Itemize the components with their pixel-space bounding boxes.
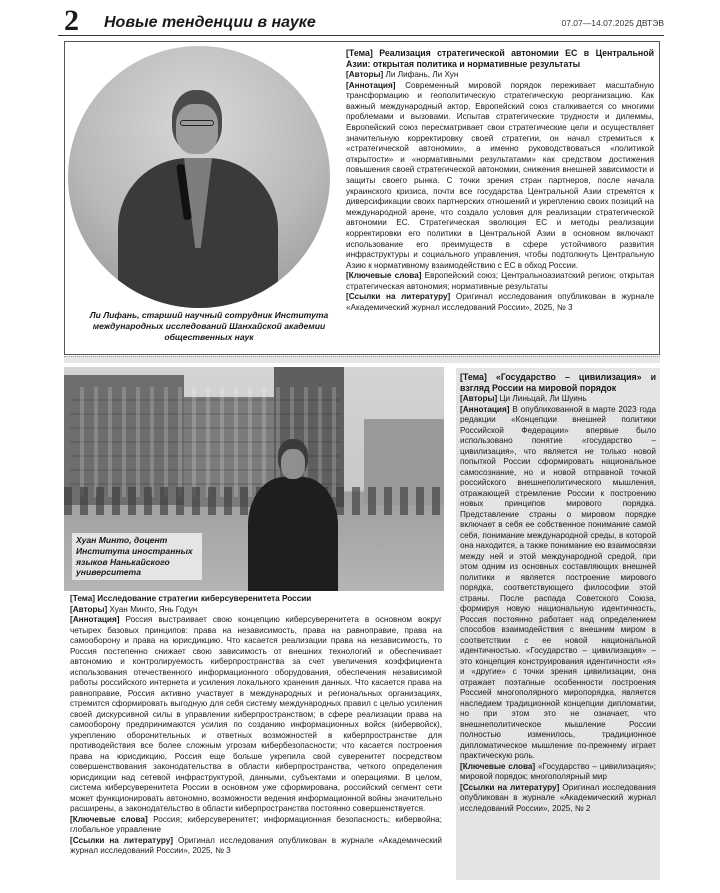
article2-text — [70, 594, 442, 857]
article2-authors-line — [70, 605, 442, 616]
article2-refs-label: [Ссылки на литературу] — [70, 835, 173, 845]
article3-refs: Оригинал исследования опубликован в журнале «Академический журнал исследований России», 2025, № 2 — [460, 782, 656, 813]
article1-text — [346, 48, 654, 314]
article2-authors-label: [Авторы] — [70, 604, 108, 614]
article3-keywords-line — [460, 762, 656, 783]
article2-annotation-block — [70, 615, 442, 815]
article2-photo-caption: Хуан Минто, доцент Института иностранных языков Нанькайского университета — [72, 533, 202, 580]
article1-refs-label: [Ссылки на литературу] — [346, 292, 451, 302]
article3-keywords: «Государство – цивилизация»; мировой порядок; многополярный мир — [460, 761, 657, 781]
article3-refs-line — [460, 783, 656, 815]
article1-title: Реализация стратегической автономии ЕС в Центральной Азии: открытая политика и нормативные результаты — [346, 48, 654, 69]
article1-annotation-block — [346, 81, 654, 272]
article1-refs-line — [346, 292, 654, 313]
article2-authors: Хуан Минто, Янь Годун — [109, 604, 198, 614]
article3-annotation-label: [Аннотация] — [460, 404, 510, 414]
article2-refs-line — [70, 836, 442, 857]
article2-annotation: Россия выстраивает свою концепцию киберсуверенитета в основном вокруг четырех базовых принципов: права на независимость, права на равноправие, права на самооборону и права на юрисдикцию. Что касается реализации права на независимость, то Россия постепенно снижает свою зависимость от внешних технологий и обеспечивает автономию и контролируемость киберпространства за счет увеличения коэффициента использования отечественного информационного оборудования, обеспечения независимой работы российского интернета и усиления локального хранения данных. Что касается права на равноправие, Россия активно участвует в международных и региональных организациях, стремится сформировать выгодную для себя систему международных правил с целью усиления своей дискурсивной силы в управлении киберпространством; в сфере реализации права на самооборону предпринимаются усилия по созданию информационных войск (кибервойск), укреплению оборонительных и ответных возможностей в киберпространстве для противодействия все более сложным угрозам кибербезопасности; что касается построения права на юрисдикцию, Россия еще больше укрепила свой суверенитет посредством совершенствования законодательства в области киберпространства, четкого определения юрисдикции над сетевой инфраструктурой, данными, субъектами и операциями. В целом, система киберсуверенитета России в основном уже сформирована, российский сегмент сети может функционировать автономно, возможности ведения информационной войны значительно расширены, а законодательство в области киберпространства постоянно совершенствуется. — [70, 615, 442, 813]
article1-keywords-line — [346, 271, 654, 292]
article3-authors-line — [460, 394, 656, 405]
article3-annotation: В опубликованной в марте 2023 года редакции «Концепции внешней политики Российской Федерации» впервые было использовано понятие «государство – цивилизация», что является не только новой попыткой России сформировать национальное самосознание, но и новой отправной точкой российского внешнеполитического мышления, отражающей стремление России к построению новых принципов мирового порядка. Представление страны о мировом порядке включает в себя ее собственное понимание самой себя, понимание международной среды, в которой она находится, а также понимание ею взаимосвязи между ней и этой международной средой, при этом одним из основных составляющих внешней политики и является построение мирового порядка, соответствующего философии этой страны. После распада Советского Союза, формируя новую национальную идентичность, Россия постоянно работает над определением способов взаимодействия с внешним миром в соответствии с ее новой национальной идентичностью. «Государство – цивилизация» – это концепция конструирования идентичности «я» и «другие» с точки зрения цивилизации, она отражает поэтапные особенности построения Россией многополярного миропорядка, является наследием традиционной концепции дипломатии, но при этом это не означает, что внешнеполитическое мышление России полностью изменилось, традиционное дипломатическое мышление по-прежнему играет практическую роль. — [460, 404, 657, 760]
article2-keywords: Россия; киберсуверенитет; информационная безопасность; кибервойна; глобальное управление — [70, 814, 442, 834]
article1-keywords-label: [Ключевые слова] — [346, 271, 422, 281]
article1-authors-label: [Авторы] — [346, 70, 384, 79]
article1-refs: Оригинал исследования опубликован в журнале «Академический журнал исследований России», 2025, № 3 — [346, 292, 654, 313]
article3-title: «Государство – цивилизация» и взгляд России на мировой порядок — [460, 372, 656, 393]
masthead — [58, 4, 664, 37]
article1-authors: Ли Лифань, Ли Хун — [385, 70, 459, 79]
portrait-figure-glasses — [180, 120, 214, 126]
article3-text — [460, 372, 656, 814]
photo-figure-coat — [248, 477, 338, 591]
article3-refs-label: [Ссылки на литературу] — [460, 782, 560, 792]
article1-title-line — [346, 48, 654, 70]
article2-title: Исследование стратегии киберсуверенитета России — [97, 594, 312, 603]
section-divider — [64, 356, 660, 363]
article1-authors-line — [346, 70, 654, 81]
article1-annotation: Современный мировой порядок переживает масштабную трансформацию и геополитическую стратегическую реорганизацию. Как важный международный актор, Европейский союз сталкивается со многими проблемами и вызовами. Испытав стратегические трудности и дилеммы, Европейский союз пересматривает свои стратегические цели и осуществляет значительную корректировку своей стратегии, он начал стремиться к «стратегической автономии», а именно руководствоваться «политикой открытости» и «нормативными результатами» как средством достижения повышения своей стратегической автономии, снижения внешней зависимости и защиты своего рынка. С точки зрения стран партнеров, после начала украинского кризиса, почти все государства Центральной Азии стремятся к диверсификации своих партнерских отношений и укреплению своих позиций на международной арене, что создало условия для реализации стратегической автономии ЕС. Стратегическая эволюция ЕС и методы реализации корректировки его политики в Центральной Азии в основном включают использование его преимуществ в сфере устойчивого развития инфраструктуры и социального управления, чтобы подтолкнуть Центральную Азию к нормативному взаимодействию с ЕС в обход России. — [346, 80, 654, 270]
article2-keywords-label: [Ключевые слова] — [70, 814, 148, 824]
article3-keywords-label: [Ключевые слова] — [460, 761, 536, 771]
article3-topic-label: [Тема] — [460, 372, 487, 382]
article1-photo-caption: Ли Лифань, старший научный сотрудник Института международных исследований Шанхайской академии общественных наук — [89, 310, 329, 342]
article1-portrait-photo — [68, 46, 330, 308]
article3-title-line — [460, 372, 656, 394]
portrait-figure-face — [176, 104, 218, 154]
article2-refs: Оригинал исследования опубликован в журнале «Академический журнал исследований России», 2025, № 3 — [70, 835, 442, 855]
photo-figure-face — [281, 449, 305, 479]
article1-topic-label: [Тема] — [346, 48, 373, 58]
article2-keywords-line — [70, 815, 442, 836]
article1-keywords: Европейский союз; Центральноазиатский регион; открытая стратегическая автономия; нормативные результаты — [346, 271, 654, 291]
section-title: Новые тенденции в науке — [104, 14, 316, 31]
article3-annotation-block — [460, 405, 656, 762]
page-number: 2 — [64, 4, 79, 37]
article3-authors-label: [Авторы] — [460, 394, 498, 403]
article2-topic-label: [Тема] — [70, 594, 95, 603]
article1-annotation-label: [Аннотация] — [346, 80, 396, 90]
article2-title-line — [70, 594, 442, 605]
issue-date: 07.07—14.07.2025 ДВТЭВ — [561, 18, 664, 28]
article2-annotation-label: [Аннотация] — [70, 615, 120, 624]
article3-authors: Ци Линьцай, Ли Шуинь — [499, 394, 587, 403]
